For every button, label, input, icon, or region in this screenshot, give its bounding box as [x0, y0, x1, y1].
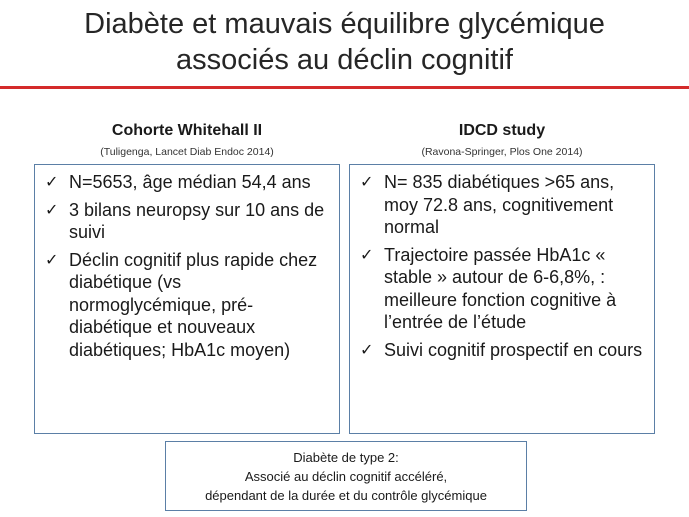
checkmark-icon: ✓ [45, 172, 59, 191]
right-study-box [349, 164, 655, 434]
checkmark-icon: ✓ [360, 339, 374, 359]
right-study-name: IDCD study [458, 122, 546, 139]
left-column-header [34, 121, 340, 159]
title-line-1: Diabète et mauvais équilibre glycémique [84, 8, 605, 40]
right-column-header [349, 121, 655, 159]
title-divider [0, 86, 689, 89]
right-findings-list [358, 171, 646, 361]
list-item-text: Déclin cognitif plus rapide chez diabétique (vs normoglycémique, pré-diabétique et nouveaux diabétiques; HbA1c moyen) [69, 249, 318, 360]
left-study-name: Cohorte Whitehall II [111, 122, 263, 139]
checkmark-icon: ✓ [360, 172, 374, 191]
slide-title [0, 6, 689, 78]
list-item [43, 171, 331, 194]
conclusion-line-1: Diabète de type 2: [293, 450, 399, 465]
list-item [358, 244, 646, 334]
list-item [43, 249, 331, 362]
list-item-text: Trajectoire passée HbA1c « stable » autour de 6-6,8%, : meilleure fonction cognitive à l’entrée de l’étude [384, 244, 617, 332]
checkmark-icon: ✓ [360, 244, 374, 264]
checkmark-icon: ✓ [45, 199, 59, 219]
left-findings-list [43, 171, 331, 361]
list-item [358, 171, 646, 239]
list-item-text: N=5653, âge médian 54,4 ans [69, 172, 311, 192]
conclusion-line-2: Associé au déclin cognitif accéléré, [244, 469, 448, 484]
list-item [43, 199, 331, 244]
list-item-text: 3 bilans neuropsy sur 10 ans de suivi [69, 199, 325, 242]
left-study-box [34, 164, 340, 434]
list-item-text: N= 835 diabétiques >65 ans, moy 72.8 ans, cognitivement normal [384, 172, 615, 237]
left-study-reference: (Tuligenga, Lancet Diab Endoc 2014) [100, 146, 274, 158]
conclusion-line-3: dépendant de la durée et du contrôle glycémique [205, 488, 487, 503]
title-line-2: associés au déclin cognitif [176, 44, 513, 76]
checkmark-icon: ✓ [45, 249, 59, 269]
list-item-text: Suivi cognitif prospectif en cours [384, 339, 643, 360]
conclusion-box [165, 441, 527, 511]
list-item [358, 339, 646, 362]
right-study-reference: (Ravona-Springer, Plos One 2014) [421, 146, 583, 158]
